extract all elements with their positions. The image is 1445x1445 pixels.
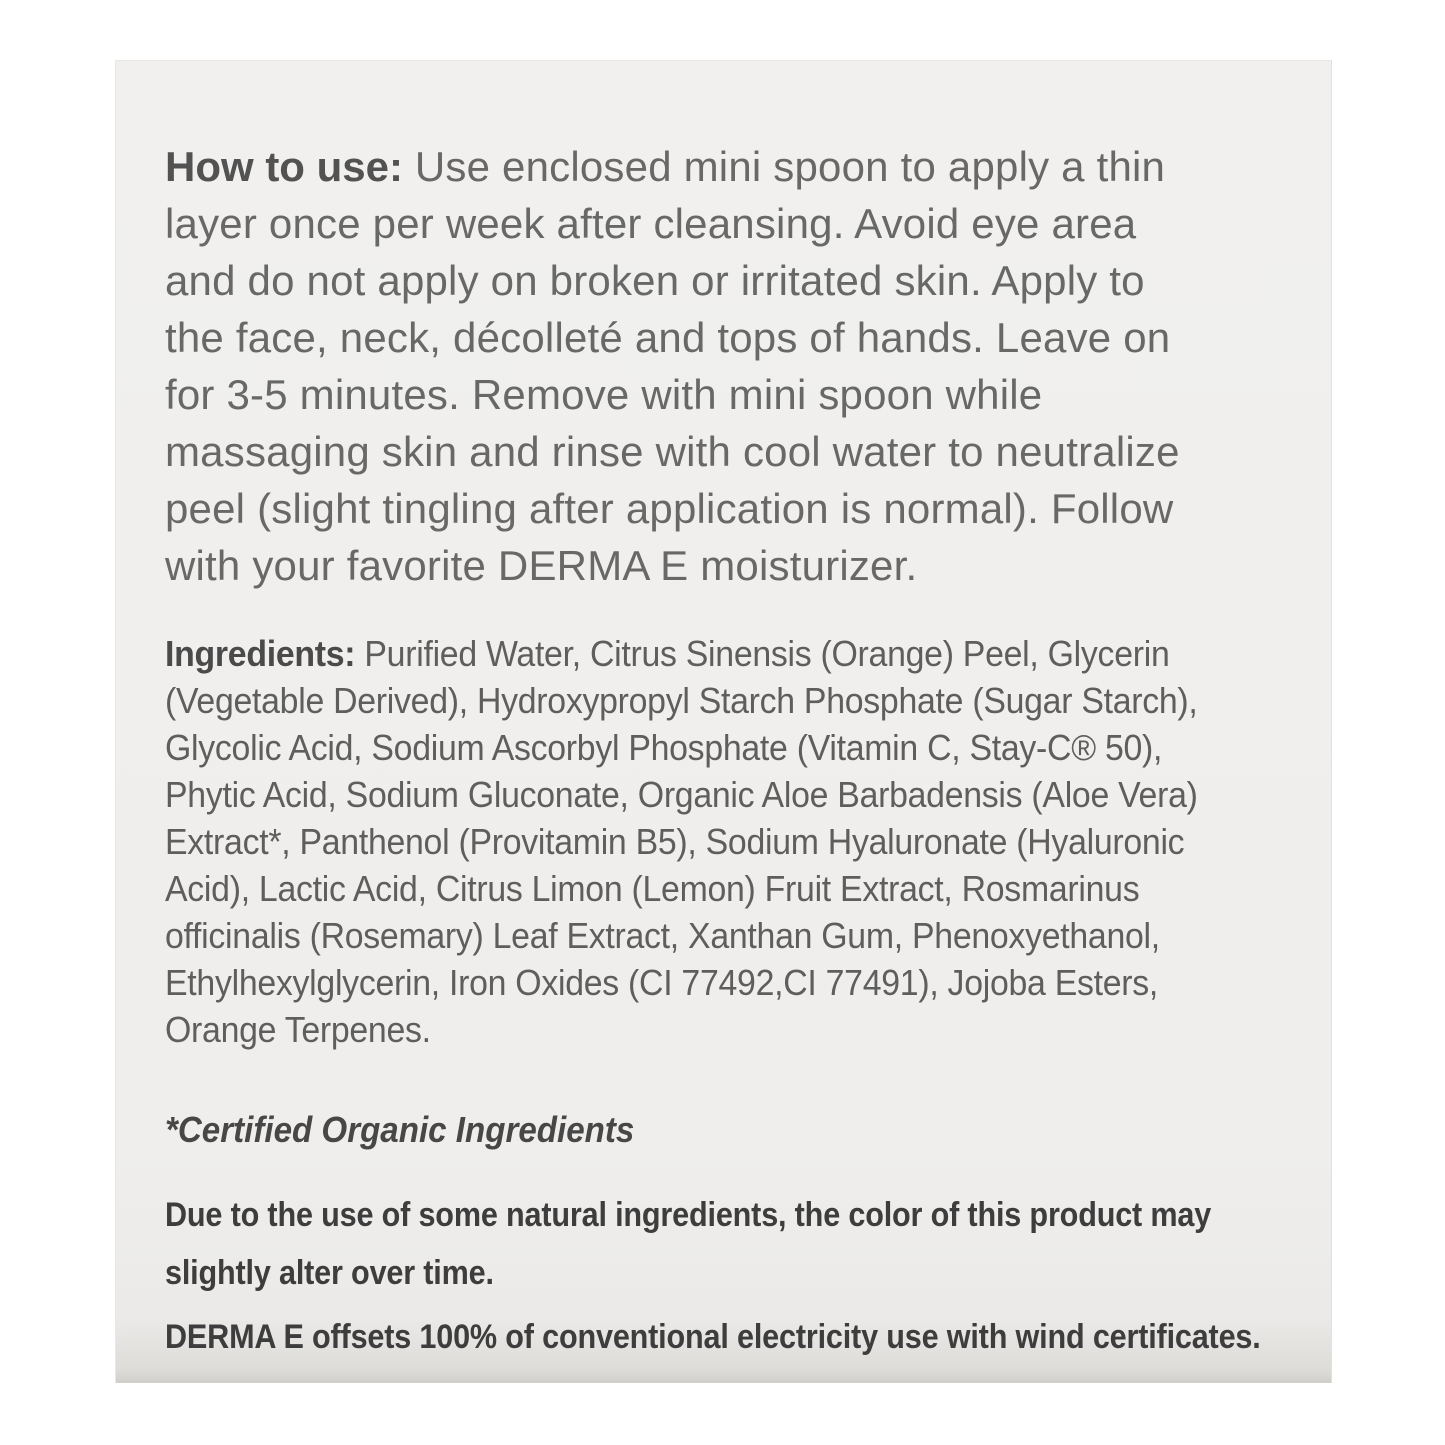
ingredients-section [165,630,1198,1053]
text-line: and do not apply on broken or irritated skin. Apply to [165,257,1145,304]
text-line: the face, neck, décolleté and tops of hands. Leave on [165,314,1171,361]
ingredients-first-line [165,630,1198,677]
text-line: for 3-5 minutes. Remove with mini spoon while [165,371,1043,418]
how-to-use-section [165,138,1180,594]
ingredients-lines [165,677,1198,1053]
text-line: Phytic Acid, Sodium Gluconate, Organic Aloe Barbadensis (Aloe Vera) [165,774,1198,815]
product-box-back-panel [115,60,1332,1383]
text-line: peel (slight tingling after application is normal). Follow [165,485,1174,532]
certified-organic-note: *Certified Organic Ingredients [165,1109,635,1150]
text-line: Extract*, Panthenol (Provitamin B5), Sodium Hyaluronate (Hyaluronic [165,821,1185,862]
text-line: officinalis (Rosemary) Leaf Extract, Xanthan Gum, Phenoxyethanol, [165,915,1160,956]
text-line: with your favorite DERMA E moisturizer. [165,542,918,589]
wind-certificates-note: DERMA E offsets 100% of conventional electricity use with wind certificates. [165,1318,1261,1356]
text-line: Orange Terpenes. [165,1009,431,1050]
how-to-use-first-line [165,138,1180,195]
text-line: layer once per week after cleansing. Avoid eye area [165,200,1137,247]
text-line: Ethylhexylglycerin, Iron Oxides (CI 77492,CI 77491), Jojoba Esters, [165,962,1159,1003]
text-line: slightly alter over time. [165,1254,494,1292]
text-line: Due to the use of some natural ingredients, the color of this product may [165,1196,1212,1234]
text-line: massaging skin and rinse with cool water to neutralize [165,428,1180,475]
text-line: Glycolic Acid, Sodium Ascorbyl Phosphate (Vitamin C, Stay-C® 50), [165,727,1163,768]
text-line: (Vegetable Derived), Hydroxypropyl Starch Phosphate (Sugar Starch), [165,680,1198,721]
how-to-use-lines [165,195,1180,594]
ingredients-first-line-text: Purified Water, Citrus Sinensis (Orange) Peel, Glycerin [355,633,1170,674]
text-line: Acid), Lactic Acid, Citrus Limon (Lemon) Fruit Extract, Rosmarinus [165,868,1140,909]
ingredients-heading: Ingredients: [165,633,356,674]
color-change-note [165,1186,1211,1302]
how-to-use-first-line-text: Use enclosed mini spoon to apply a thin [403,143,1166,190]
how-to-use-heading: How to use: [165,143,403,190]
